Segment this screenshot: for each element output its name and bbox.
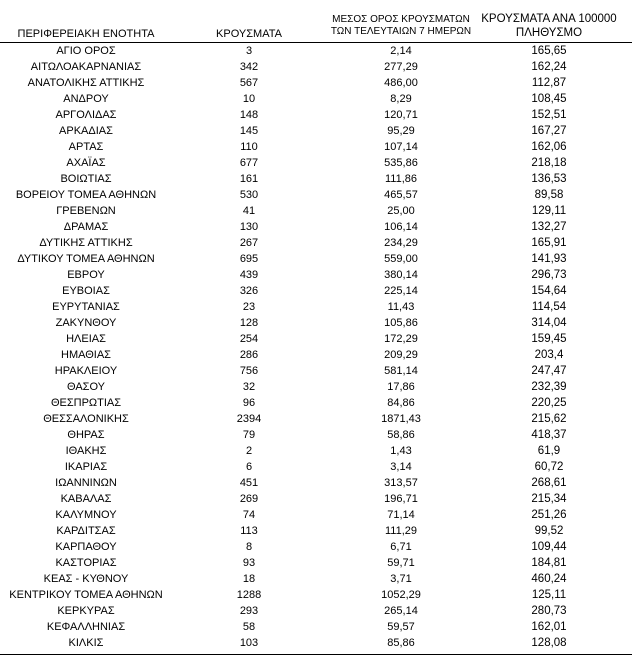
avg7-cell: 265,14 [384, 605, 418, 617]
table-row [0, 139, 632, 155]
cases-cell: 451 [239, 477, 259, 489]
table-row [0, 363, 632, 379]
table-row [0, 331, 632, 347]
bottom-divider [0, 654, 632, 655]
region-cell: ΑΝΔΡΟΥ [63, 93, 109, 105]
table-row [0, 539, 632, 555]
avg7-cell: 172,29 [384, 333, 418, 345]
header-per100k-line2: ΠΛΗΘΥΣΜΟ [515, 27, 583, 39]
avg7-cell: 465,57 [384, 189, 418, 201]
region-cell: ΙΩΑΝΝΙΝΩΝ [55, 477, 117, 489]
avg7-cell: 111,29 [384, 525, 417, 537]
cases-cell: 6 [245, 461, 253, 473]
per100k-cell: 247,47 [531, 365, 567, 377]
avg7-cell: 6,71 [390, 541, 412, 553]
cases-cell: 695 [239, 253, 259, 265]
avg7-cell: 3,71 [390, 573, 412, 585]
table-row [0, 219, 632, 235]
region-cell: ΑΡΚΑΔΙΑΣ [59, 125, 113, 137]
cases-cell: 8 [245, 541, 253, 553]
per100k-cell: 129,11 [531, 205, 567, 217]
header-region: ΠΕΡΙΦΕΡΕΙΑΚΗ ΕΝΟΤΗΤΑ [17, 28, 155, 40]
cases-cell: 161 [239, 173, 259, 185]
table-row [0, 379, 632, 395]
avg7-cell: 313,57 [384, 477, 418, 489]
cases-cell: 10 [242, 93, 256, 105]
table-row [0, 123, 632, 139]
header-cases: ΚΡΟΥΣΜΑΤΑ [216, 28, 282, 40]
per100k-cell: 184,81 [531, 557, 567, 569]
region-cell: ΕΥΒΟΙΑΣ [62, 285, 110, 297]
region-cell: ΗΜΑΘΙΑΣ [61, 349, 111, 361]
cases-cell: 32 [242, 381, 256, 393]
table-row [0, 171, 632, 187]
per100k-cell: 418,37 [531, 429, 567, 441]
cases-cell: 113 [240, 525, 258, 537]
cases-cell: 18 [242, 573, 256, 585]
table-row [0, 59, 632, 75]
region-cell: ΑΓΙΟ ΟΡΟΣ [56, 45, 116, 57]
region-cell: ΔΡΑΜΑΣ [63, 221, 109, 233]
cases-cell: 1288 [236, 589, 262, 601]
cases-cell: 2394 [236, 413, 262, 425]
table-row [0, 475, 632, 491]
cases-cell: 58 [242, 621, 256, 633]
cases-cell: 267 [239, 237, 259, 249]
cases-cell: 93 [242, 557, 256, 569]
avg7-cell: 107,14 [384, 141, 418, 153]
avg7-cell: 8,29 [390, 93, 412, 105]
per100k-cell: 114,54 [531, 301, 567, 313]
per100k-cell: 218,18 [531, 157, 567, 169]
cases-cell: 530 [239, 189, 259, 201]
table-row [0, 267, 632, 283]
region-cell: ΑΧΑΪΑΣ [66, 157, 106, 169]
cases-cell: 254 [239, 333, 259, 345]
avg7-cell: 380,14 [384, 269, 418, 281]
region-cell: ΑΝΑΤΟΛΙΚΗΣ ΑΤΤΙΚΗΣ [27, 77, 145, 89]
table-body [0, 43, 632, 651]
per100k-cell: 132,27 [531, 221, 567, 233]
table-row [0, 459, 632, 475]
per100k-cell: 108,45 [531, 93, 567, 105]
cases-cell: 110 [240, 141, 258, 153]
cases-cell: 130 [239, 221, 259, 233]
per100k-cell: 232,39 [531, 381, 567, 393]
table-row [0, 187, 632, 203]
per100k-cell: 61,9 [537, 445, 561, 457]
table-row [0, 619, 632, 635]
per100k-cell: 162,01 [531, 621, 567, 633]
table-row [0, 603, 632, 619]
per100k-cell: 159,45 [531, 333, 567, 345]
header-avg7-line1: ΜΕΣΟΣ ΟΡΟΣ ΚΡΟΥΣΜΑΤΩΝ [332, 14, 470, 25]
per100k-cell: 112,87 [531, 77, 567, 89]
region-cell: ΖΑΚΥΝΘΟΥ [55, 317, 117, 329]
table-row [0, 91, 632, 107]
cases-cell: 145 [239, 125, 259, 137]
per100k-cell: 99,52 [534, 525, 564, 537]
region-cell: ΑΙΤΩΛΟΑΚΑΡΝΑΝΙΑΣ [30, 61, 142, 73]
avg7-cell: 111,86 [384, 173, 417, 185]
header-per100k [474, 12, 624, 40]
table-row [0, 427, 632, 443]
per100k-cell: 125,11 [531, 589, 567, 601]
region-cell: ΘΕΣΠΡΩΤΙΑΣ [50, 397, 122, 409]
avg7-cell: 105,86 [384, 317, 418, 329]
avg7-cell: 120,71 [384, 109, 418, 121]
per100k-cell: 154,64 [531, 285, 567, 297]
cases-cell: 23 [242, 301, 256, 313]
region-cell: ΚΕΑΣ - ΚΥΘΝΟΥ [43, 573, 129, 585]
region-cell: ΚΑΛΥΜΝΟΥ [55, 509, 117, 521]
region-cell: ΗΛΕΙΑΣ [66, 333, 106, 345]
cases-cell: 326 [239, 285, 259, 297]
avg7-cell: 85,86 [387, 637, 415, 649]
region-cell: ΔΥΤΙΚΗΣ ΑΤΤΙΚΗΣ [39, 237, 133, 249]
cases-cell: 41 [242, 205, 256, 217]
avg7-cell: 58,86 [387, 429, 415, 441]
avg7-cell: 225,14 [384, 285, 418, 297]
avg7-cell: 11,43 [387, 301, 415, 313]
avg7-cell: 559,00 [384, 253, 418, 265]
per100k-cell: 165,65 [531, 45, 567, 57]
per100k-cell: 220,25 [531, 397, 567, 409]
table-row [0, 43, 632, 59]
avg7-cell: 2,14 [390, 45, 412, 57]
table-row [0, 203, 632, 219]
region-cell: ΙΘΑΚΗΣ [65, 445, 107, 457]
cases-cell: 79 [242, 429, 256, 441]
table-row [0, 395, 632, 411]
per100k-cell: 89,58 [534, 189, 564, 201]
cases-cell: 2 [245, 445, 253, 457]
table-row [0, 299, 632, 315]
table-row [0, 507, 632, 523]
region-cell: ΚΙΛΚΙΣ [68, 637, 104, 649]
table-row [0, 107, 632, 123]
region-cell: ΚΑΡΔΙΤΣΑΣ [56, 525, 116, 537]
region-cell: ΚΑΡΠΑΘΟΥ [55, 541, 117, 553]
cases-cell: 269 [239, 493, 259, 505]
cases-cell: 103 [239, 637, 259, 649]
per100k-cell: 152,51 [531, 109, 567, 121]
avg7-cell: 17,86 [387, 381, 415, 393]
avg7-cell: 1,43 [390, 445, 412, 457]
header-per100k-line1: ΚΡΟΥΣΜΑΤΑ ΑΝΑ 100000 [481, 13, 617, 25]
region-cell: ΚΕΦΑΛΛΗΝΙΑΣ [46, 621, 126, 633]
table-row [0, 571, 632, 587]
region-cell: ΚΕΝΤΡΙΚΟΥ ΤΟΜΕΑ ΑΘΗΝΩΝ [9, 589, 163, 601]
avg7-cell: 59,57 [387, 621, 415, 633]
per100k-cell: 251,26 [531, 509, 567, 521]
region-cell: ΔΥΤΙΚΟΥ ΤΟΜΕΑ ΑΘΗΝΩΝ [17, 253, 155, 265]
table-row [0, 251, 632, 267]
region-cell: ΘΗΡΑΣ [67, 429, 105, 441]
table-row [0, 155, 632, 171]
header-avg7-line2: ΤΩΝ ΤΕΛΕΥΤΑΙΩΝ 7 ΗΜΕΡΩΝ [330, 26, 472, 37]
per100k-cell: 280,73 [531, 605, 567, 617]
table-row [0, 555, 632, 571]
per100k-cell: 314,04 [531, 317, 567, 329]
region-cell: ΑΡΓΟΛΙΔΑΣ [55, 109, 117, 121]
cases-cell: 293 [239, 605, 259, 617]
per100k-cell: 141,93 [531, 253, 567, 265]
avg7-cell: 1871,43 [381, 413, 421, 425]
avg7-cell: 486,00 [384, 77, 418, 89]
region-cell: ΕΒΡΟΥ [67, 269, 105, 281]
table-row [0, 75, 632, 91]
region-cell: ΘΕΣΣΑΛΟΝΙΚΗΣ [43, 413, 129, 425]
cases-cell: 342 [239, 61, 259, 73]
per100k-cell: 165,91 [531, 237, 567, 249]
cases-cell: 286 [239, 349, 259, 361]
per100k-cell: 136,53 [531, 173, 567, 185]
table-row [0, 635, 632, 651]
avg7-cell: 106,14 [384, 221, 418, 233]
per100k-cell: 460,24 [531, 573, 567, 585]
cases-cell: 677 [239, 157, 259, 169]
region-cell: ΒΟΙΩΤΙΑΣ [60, 173, 112, 185]
region-cell: ΑΡΤΑΣ [68, 141, 104, 153]
avg7-cell: 209,29 [384, 349, 418, 361]
header-avg7 [326, 14, 476, 38]
table-row [0, 283, 632, 299]
avg7-cell: 581,14 [384, 365, 418, 377]
cases-cell: 756 [239, 365, 259, 377]
cases-cell: 439 [239, 269, 259, 281]
region-cell: ΘΑΣΟΥ [66, 381, 106, 393]
cases-cell: 567 [239, 77, 259, 89]
region-cell: ΒΟΡΕΙΟΥ ΤΟΜΕΑ ΑΘΗΝΩΝ [15, 189, 157, 201]
per100k-cell: 162,24 [531, 61, 567, 73]
avg7-cell: 1052,29 [381, 589, 421, 601]
cases-cell: 3 [245, 45, 253, 57]
per100k-cell: 60,72 [534, 461, 564, 473]
region-cell: ΕΥΡΥΤΑΝΙΑΣ [52, 301, 120, 313]
table-row [0, 315, 632, 331]
avg7-cell: 277,29 [384, 61, 418, 73]
cases-cell: 74 [242, 509, 256, 521]
cases-cell: 128 [239, 317, 259, 329]
per100k-cell: 203,4 [534, 349, 564, 361]
region-cell: ΚΕΡΚΥΡΑΣ [57, 605, 115, 617]
table-row [0, 443, 632, 459]
per100k-cell: 296,73 [531, 269, 567, 281]
per100k-cell: 162,06 [531, 141, 567, 153]
avg7-cell: 535,86 [384, 157, 418, 169]
avg7-cell: 71,14 [387, 509, 415, 521]
region-cell: ΙΚΑΡΙΑΣ [64, 461, 108, 473]
avg7-cell: 59,71 [387, 557, 415, 569]
table-row [0, 587, 632, 603]
region-cell: ΗΡΑΚΛΕΙΟΥ [54, 365, 118, 377]
per100k-cell: 128,08 [531, 637, 567, 649]
per100k-cell: 268,61 [531, 477, 567, 489]
table-row [0, 491, 632, 507]
per100k-cell: 215,62 [531, 413, 567, 425]
avg7-cell: 3,14 [390, 461, 412, 473]
region-cell: ΓΡΕΒΕΝΩΝ [56, 205, 116, 217]
region-cell: ΚΑΒΑΛΑΣ [60, 493, 112, 505]
per100k-cell: 215,34 [531, 493, 567, 505]
region-cell: ΚΑΣΤΟΡΙΑΣ [55, 557, 117, 569]
cases-cell: 148 [239, 109, 259, 121]
avg7-cell: 95,29 [387, 125, 415, 137]
avg7-cell: 196,71 [384, 493, 418, 505]
avg7-cell: 234,29 [384, 237, 418, 249]
table-row [0, 411, 632, 427]
per100k-cell: 167,27 [531, 125, 567, 137]
table-row [0, 347, 632, 363]
avg7-cell: 84,86 [387, 397, 415, 409]
table-row [0, 523, 632, 539]
cases-cell: 96 [242, 397, 256, 409]
per100k-cell: 109,44 [531, 541, 567, 553]
avg7-cell: 25,00 [387, 205, 415, 217]
table-row [0, 235, 632, 251]
